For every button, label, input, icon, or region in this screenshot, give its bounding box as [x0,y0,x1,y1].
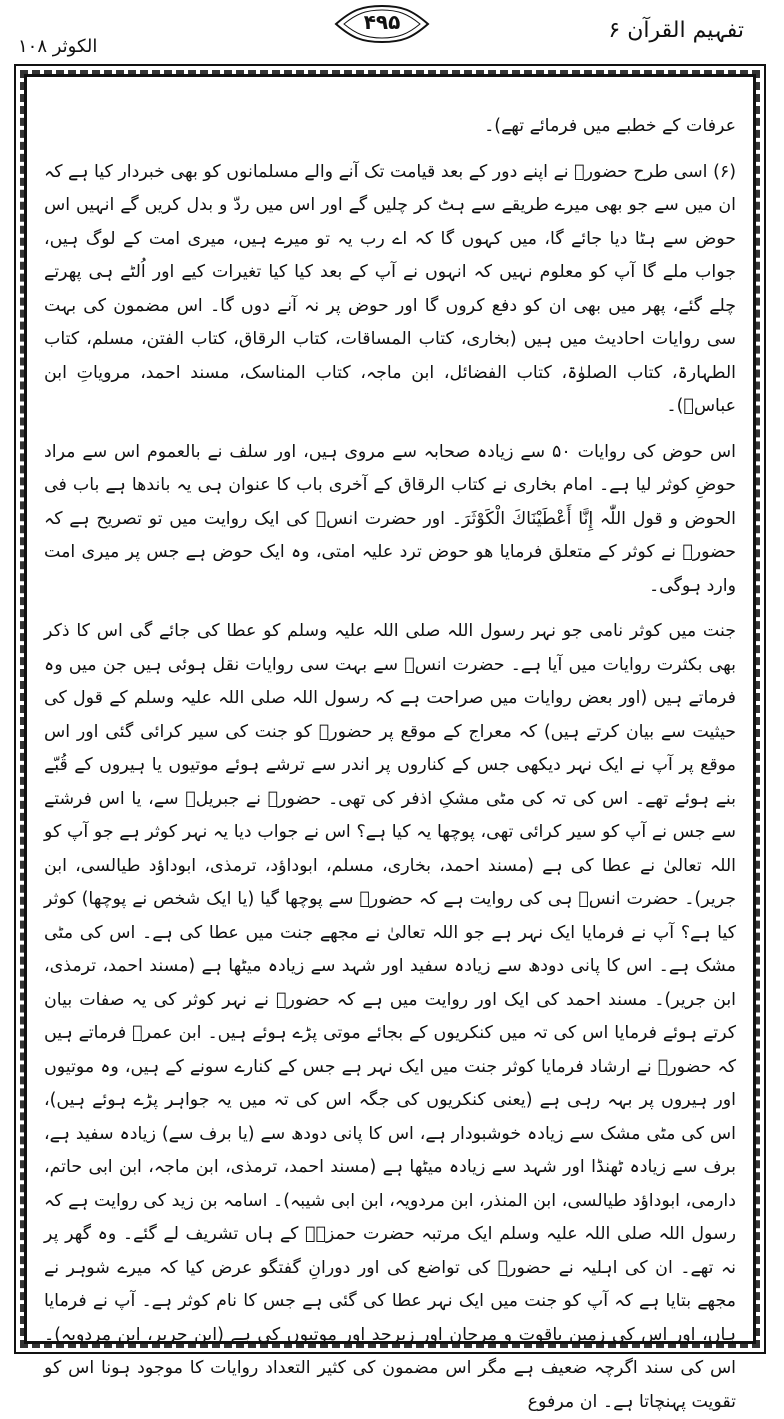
paragraph-2: (۶) اسی طرح حضورؐ نے اپنے دور کے بعد قیامت تک آنے والے مسلمانوں کو بھی خبردار کیا ہے کہ ان میں سے جو بھی میرے طریقے سے ہٹ کر چلیں گے اور اس میں ردّ و بدل کریں گے انہیں اس حوض سے ہٹا دیا جائے گا، میں کہوں گا کہ اے رب یہ تو میرے ہیں، میری امت کے لوگ ہیں، جواب ملے گا آپ کو معلوم نہیں کہ انہوں نے آپ کے بعد کیا کیا تغیرات کیے اور اُلٹے ہی پھرتے چلے گئے، پھر میں بھی ان کو دفع کروں گا اور حوض پر نہ آنے دوں گا۔ اس مضمون کی بہت سی روایات احادیث میں ہیں (بخاری، کتاب المساقات، کتاب الرقاق، کتاب الفتن، مسلم، کتاب الطہارۃ، کتاب الصلوٰۃ، کتاب الفضائل، ابن ماجہ، کتاب المناسک، مسند احمد، مرویاتِ ابن عباسؓ)۔ [44,161,736,416]
page-frame [14,64,766,1412]
paragraph-1: عرفات کے خطبے میں فرمائے تھے)۔ [484,116,736,136]
page-header [0,0,784,66]
page-body [44,110,736,1412]
paragraph-3: اس حوض کی روایات ۵۰ سے زیادہ صحابہ سے مروی ہیں، اور سلف نے بالعموم اس سے مراد حوضِ کوثر لیا ہے۔ امام بخاری نے کتاب الرقاق کے آخری باب کا عنوان ہی یہ باندھا ہے باب فی الحوض و قول اللّٰہ إِنَّا أَعْطَيْنَاكَ الْكَوْثَرَ۔ اور حضرت انسؓ کی ایک روایت میں تو تصریح ہے کہ حضورؐ نے کوثر کے متعلق فرمایا ھو حوض ترد علیہ امتی، وہ ایک حوض ہے جس پر میری امت وارد ہوگی۔ [44,441,736,596]
page-number: ۴۹۵ [363,10,401,34]
surah-reference: الکوثر ۱۰۸ [18,36,98,57]
paragraph-4: جنت میں کوثر نامی جو نہر رسول اللہ صلی اللہ علیہ وسلم کو عطا کی جائے گی اس کا ذکر بھی بکثرت روایات میں آیا ہے۔ حضرت انسؓ سے بہت سی روایات نقل ہوئی ہیں جن میں وہ فرماتے ہیں (اور بعض روایات میں صراحت ہے کہ رسول اللہ صلی اللہ علیہ وسلم کے قول کی حیثیت سے بیان کرتے ہیں) کہ معراج کے موقع پر حضورؐ کو جنت کی سیر کرائی گئی اور اس موقع پر آپ نے ایک نہر دیکھی جس کے کناروں پر اندر سے ترشے ہوئے موتیوں یا ہیروں کے قُبّے بنے ہوئے تھے۔ اس کی تہ کی مٹی مشکِ اذفر کی تھی۔ حضورؐ نے جبریلؑ سے، یا اس فرشتے سے جس نے آپ کو سیر کرائی تھی، پوچھا یہ کیا ہے؟ اس نے جواب دیا یہ نہر کوثر ہے جو آپ کو اللہ تعالیٰ نے عطا کی ہے (مسند احمد، بخاری، مسلم، ابوداؤد، ترمذی، ابوداؤد طیالسی، ابن جریر)۔ حضرت انسؓ ہی کی روایت ہے کہ حضورؐ سے پوچھا گیا (یا ایک شخص نے پوچھا) کوثر کیا ہے؟ آپ نے فرمایا ایک نہر ہے جو اللہ تعالیٰ نے مجھے جنت میں عطا کی ہے۔ اس کی مٹی مشک ہے۔ اس کا پانی دودھ سے زیادہ سفید اور شہد سے زیادہ میٹھا ہے (مسند احمد، ترمذی، ابن جریر)۔ مسند احمد کی ایک اور روایت میں ہے کہ حضورؐ نے نہر کوثر کی یہ صفات بیان کرتے ہوئے فرمایا اس کی تہ میں کنکریوں کے بجائے موتی پڑے ہوئے ہیں۔ ابن عمرؓ فرماتے ہیں کہ حضورؐ نے ارشاد فرمایا کوثر جنت میں ایک نہر ہے جس کے کنارے سونے کے ہیں، وہ موتیوں اور ہیروں پر بہہ رہی ہے (یعنی کنکریوں کی جگہ اس کی تہ میں یہ جواہر پڑے ہوئے ہیں)، اس کی مٹی مشک سے زیادہ خوشبودار ہے، اس کا پانی دودھ سے (یا برف سے) زیادہ سفید ہے، برف سے زیادہ ٹھنڈا اور شہد سے زیادہ میٹھا ہے (مسند احمد، ترمذی، ابن ماجہ، ابن ابی حاتم، دارمی، ابوداؤد طیالسی، ابن المنذر، ابن مردویہ، ابن ابی شیبہ)۔ اسامہ بن زید کی روایت ہے کہ رسول اللہ صلی اللہ علیہ وسلم ایک مرتبہ حضرت حمزہؓ کے ہاں تشریف لے گئے۔ وہ گھر پر نہ تھے۔ ان کی اہلیہ نے حضورؐ کی تواضع کی اور دورانِ گفتگو عرض کیا کہ میرے شوہر نے مجھے بتایا ہے کہ آپ کو جنت میں ایک نہر عطا کی گئی ہے جس کا نام کوثر ہے۔ آپ نے فرمایا ہاں، اور اس کی زمین یاقوت و مرجان اور زبرجد اور موتیوں کی ہے (ابن جریر، ابن مردویہ)۔ اس کی سند اگرچہ ضعیف ہے مگر اس مضمون کی کثیر التعداد روایات کا موجود ہونا اس کو تقویت پہنچاتا ہے۔ ان مرفوع [44,621,736,1412]
page-number-badge [332,4,432,44]
book-title: تفہیم القرآن ۶ [608,18,744,43]
